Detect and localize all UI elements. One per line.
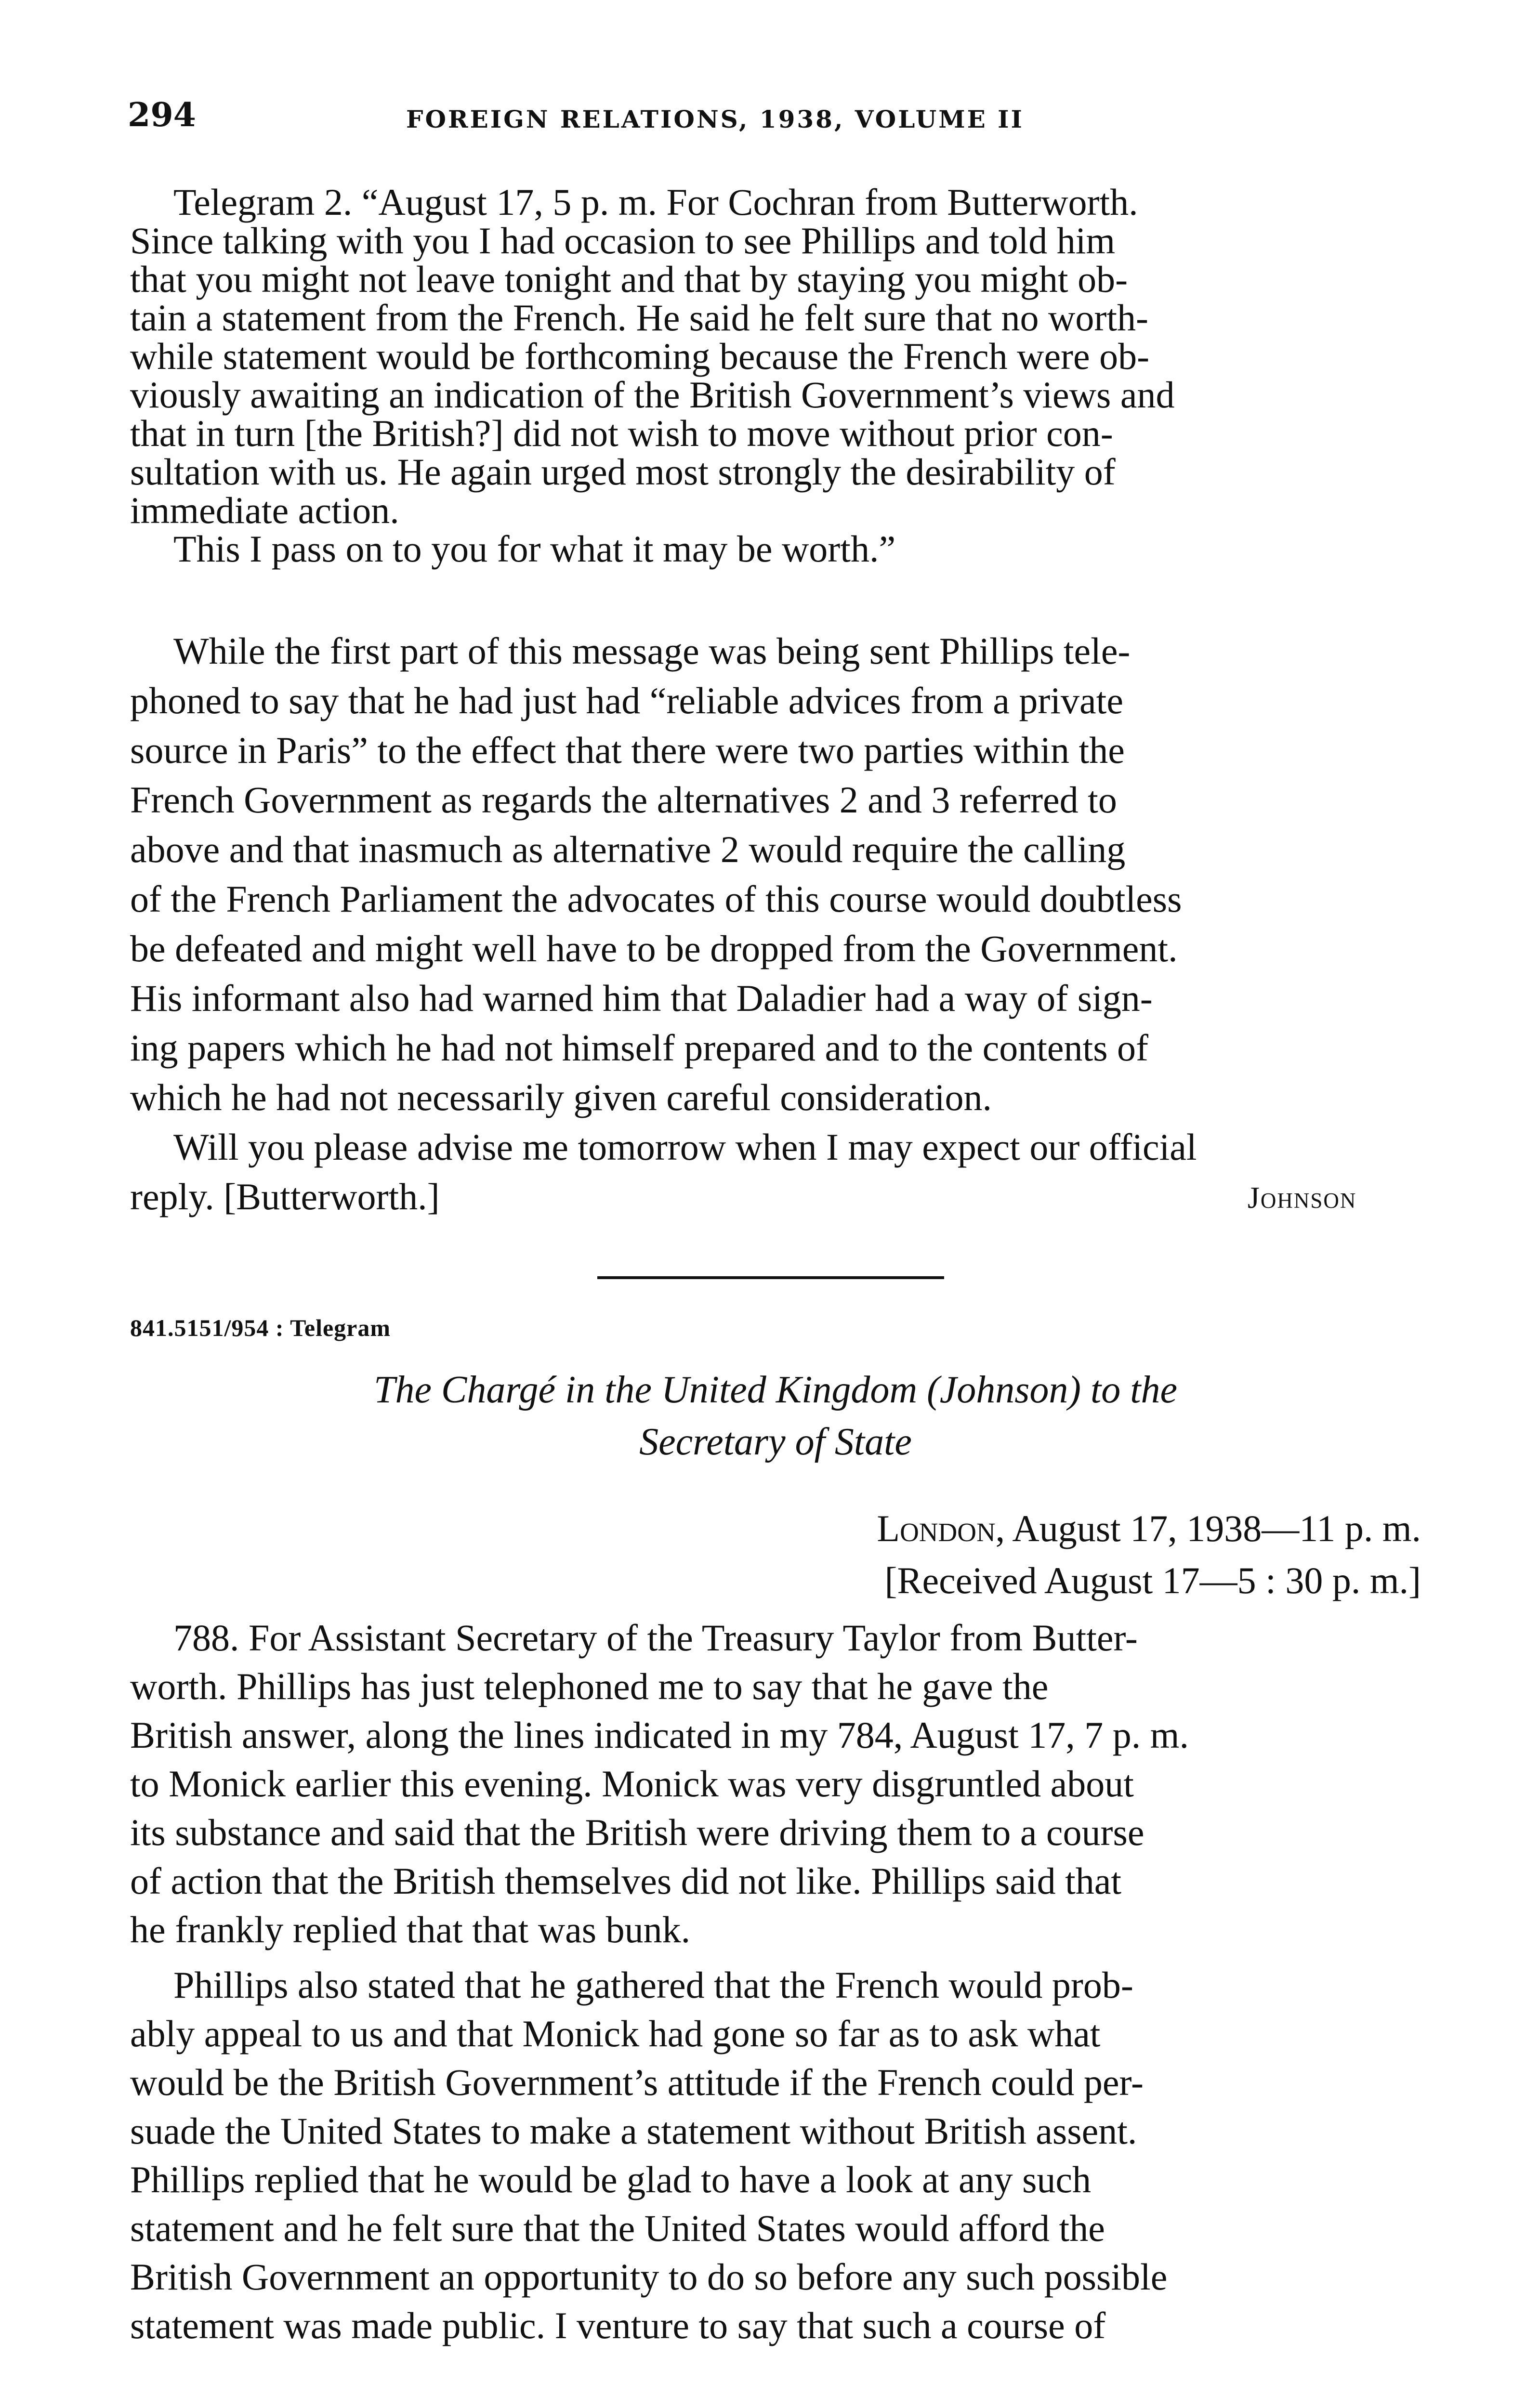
text-line: 788. For Assistant Secretary of the Treasury Taylor from Butter- <box>173 1617 1138 1659</box>
page-header <box>128 96 1428 157</box>
text-line: Since talking with you I had occasion to see Phillips and told him <box>130 220 1116 262</box>
page-number: 294 <box>128 96 196 134</box>
title-line: The Chargé in the United Kingdom (Johnson) to the <box>374 1369 1177 1411</box>
text-line: immediate action. <box>130 489 399 531</box>
text-line: tain a statement from the French. He said he felt sure that no worth- <box>130 297 1148 339</box>
text-line: phoned to say that he had just had “reliable advices from a private <box>130 680 1123 721</box>
signature: Johnson <box>1248 1180 1357 1215</box>
title-line: Secretary of State <box>639 1421 912 1463</box>
text-line: that in turn [the British?] did not wish to move without prior con- <box>130 412 1113 454</box>
text-line: of the French Parliament the advocates of this course would doubtless <box>130 878 1182 920</box>
dateline-sent <box>877 1503 1421 1555</box>
text-line: he frankly replied that that was bunk. <box>130 1909 691 1950</box>
quoted-telegram <box>130 183 1421 568</box>
text-line: would be the British Government’s attitude if the French could per- <box>130 2061 1144 2103</box>
text-line: viously awaiting an indication of the British Government’s views and <box>130 374 1175 416</box>
text-line: His informant also had warned him that Daladier had a way of sign- <box>130 977 1153 1019</box>
letter-body <box>130 626 1421 1221</box>
text-line: which he had not necessarily given careful consideration. <box>130 1076 992 1118</box>
file-reference: 841.5151/954 : Telegram <box>130 1314 391 1341</box>
running-head: FOREIGN RELATIONS, 1938, VOLUME II <box>406 105 1024 133</box>
text-line: Will you please advise me tomorrow when I may expect our official <box>173 1126 1197 1168</box>
text-line: suade the United States to make a statement without British assent. <box>130 2110 1137 2152</box>
text-line: ably appeal to us and that Monick had gone so far as to ask what <box>130 2013 1101 2055</box>
text-line: French Government as regards the alternatives 2 and 3 referred to <box>130 779 1117 821</box>
text-line: while statement would be forthcoming because the French were ob- <box>130 335 1150 377</box>
text-line: source in Paris” to the effect that there were two parties within the <box>130 729 1125 771</box>
text-line: ing papers which he had not himself prepared and to the contents of <box>130 1027 1149 1069</box>
text-line: British answer, along the lines indicated in my 784, August 17, 7 p. m. <box>130 1714 1189 1756</box>
text-line: reply. [Butterworth.] <box>130 1176 440 1217</box>
text-line: above and that inasmuch as alternative 2 would require the calling <box>130 828 1126 870</box>
text-line: of action that the British themselves did not like. Phillips said that <box>130 1860 1122 1902</box>
text-line: statement and he felt sure that the United States would afford the <box>130 2207 1105 2249</box>
text-line: British Government an opportunity to do so before any such possible <box>130 2256 1168 2298</box>
text-line: its substance and said that the British were driving them to a course <box>130 1811 1144 1853</box>
text-line: While the first part of this message was being sent Phillips tele- <box>173 630 1131 672</box>
section-divider <box>597 1276 944 1279</box>
text-line: statement was made public. I venture to say that such a course of <box>130 2304 1106 2346</box>
text-line: to Monick earlier this evening. Monick was very disgruntled about <box>130 1763 1134 1805</box>
dateline-place: London <box>877 1507 996 1549</box>
text-line: worth. Phillips has just telephoned me to say that he gave the <box>130 1665 1049 1707</box>
dateline <box>877 1503 1421 1607</box>
text-line: be defeated and might well have to be dropped from the Government. <box>130 928 1178 969</box>
text-line: Phillips also stated that he gathered that the French would prob- <box>173 1964 1133 2006</box>
text-line: that you might not leave tonight and that by staying you might ob- <box>130 258 1128 300</box>
text-line: Telegram 2. “August 17, 5 p. m. For Cochran from Butterworth. <box>173 181 1138 223</box>
text-line: Phillips replied that he would be glad to have a look at any such <box>130 2159 1092 2200</box>
text-line: This I pass on to you for what it may be worth.” <box>173 528 896 570</box>
document-title <box>130 1364 1421 1468</box>
message-body <box>130 1613 1421 2350</box>
text-line: sultation with us. He again urged most strongly the desirability of <box>130 451 1116 493</box>
dateline-date: , August 17, 1938—11 p. m. <box>995 1507 1421 1549</box>
dateline-received: [Received August 17—5 : 30 p. m.] <box>884 1559 1421 1601</box>
